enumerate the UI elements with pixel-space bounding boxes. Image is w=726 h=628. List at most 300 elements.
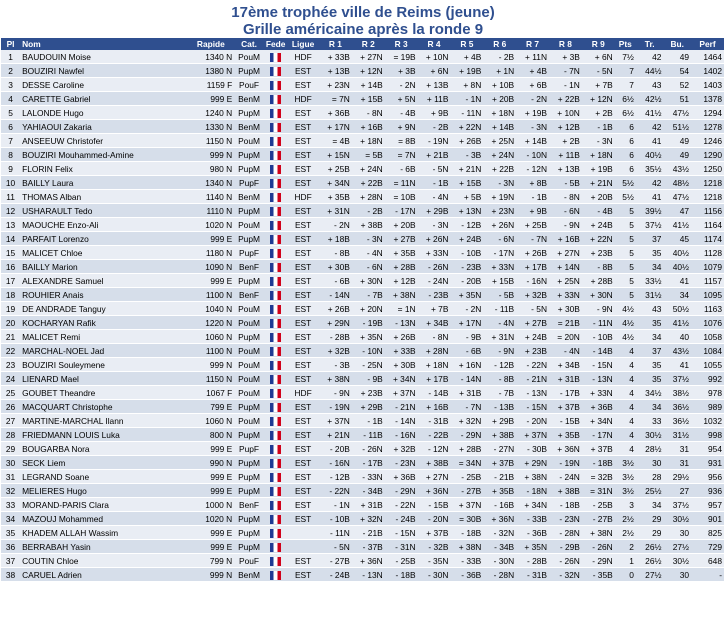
table-cell: + 30B	[319, 260, 352, 274]
table-cell: EST	[287, 372, 319, 386]
table-cell: - 6N	[352, 260, 385, 274]
table-cell: EST	[287, 316, 319, 330]
table-cell: 1246	[691, 134, 724, 148]
table-cell: + 6N	[418, 64, 451, 78]
table-cell: PouF	[234, 554, 264, 568]
table-cell: EST	[287, 470, 319, 484]
table-cell: - 3B	[450, 148, 483, 162]
table-cell: + 22B	[549, 92, 582, 106]
table-cell: 2	[615, 540, 636, 554]
table-cell: 49	[663, 134, 691, 148]
france-flag-icon	[270, 137, 281, 146]
table-cell: - 31B	[516, 568, 549, 582]
table-cell: + 5B	[450, 190, 483, 204]
table-cell: EST	[287, 64, 319, 78]
table-cell: EST	[287, 204, 319, 218]
table-cell: 1100 N	[188, 344, 235, 358]
table-cell: ANSEEUW Christofer	[20, 134, 187, 148]
table-cell: + 33N	[582, 386, 615, 400]
table-cell: - 5N	[319, 540, 352, 554]
table-cell: + 16B	[352, 120, 385, 134]
table-cell: 28	[636, 470, 664, 484]
table-cell: 1020 N	[188, 218, 235, 232]
table-cell: - 26N	[352, 442, 385, 456]
table-cell: + 24N	[483, 148, 516, 162]
table-cell: 41½	[663, 218, 691, 232]
table-cell: 34	[636, 498, 664, 512]
table-cell: - 17N	[483, 246, 516, 260]
france-flag-icon	[270, 389, 281, 398]
table-cell: - 36B	[516, 526, 549, 540]
table-cell: 34½	[636, 386, 664, 400]
column-header-r-3: R 3	[385, 38, 418, 50]
table-cell: + 35B	[483, 484, 516, 498]
fede-cell	[264, 134, 287, 148]
table-cell: - 6N	[549, 204, 582, 218]
table-cell: 26	[1, 400, 20, 414]
table-cell: CARETTE Gabriel	[20, 92, 187, 106]
table-cell: 1218	[691, 176, 724, 190]
table-cell: PupM	[234, 330, 264, 344]
france-flag-icon	[270, 375, 281, 384]
table-cell: - 24B	[319, 568, 352, 582]
table-cell: - 4N	[352, 246, 385, 260]
table-cell: 799 E	[188, 400, 235, 414]
france-flag-icon	[270, 571, 281, 580]
table-cell: - 33B	[516, 512, 549, 526]
table-cell: - 1N	[319, 498, 352, 512]
table-cell: 1040 N	[188, 302, 235, 316]
table-cell: 5	[615, 288, 636, 302]
france-flag-icon	[270, 431, 281, 440]
column-header-pl: Pl	[1, 38, 20, 50]
table-cell: + 10N	[549, 106, 582, 120]
table-cell: + 15B	[352, 92, 385, 106]
table-cell: + 23N	[319, 78, 352, 92]
table-cell: + 11N	[516, 50, 549, 64]
table-cell: - 21N	[385, 400, 418, 414]
table-cell: + 37B	[483, 456, 516, 470]
table-cell: MALICET Chloe	[20, 246, 187, 260]
table-cell: - 6B	[450, 344, 483, 358]
table-cell: - 24B	[385, 512, 418, 526]
france-flag-icon	[270, 207, 281, 216]
table-cell: + 32N	[450, 414, 483, 428]
table-cell: 27½	[636, 568, 664, 582]
table-cell: 37½	[663, 372, 691, 386]
table-cell: - 27N	[483, 442, 516, 456]
table-cell: 1290	[691, 148, 724, 162]
france-flag-icon	[270, 179, 281, 188]
fede-cell	[264, 372, 287, 386]
table-cell: + 37B	[582, 442, 615, 456]
table-cell: PupM	[234, 512, 264, 526]
fede-cell	[264, 50, 287, 64]
table-cell: - 21N	[516, 372, 549, 386]
table-cell: + 6B	[516, 78, 549, 92]
table-cell: 5	[615, 260, 636, 274]
table-cell: 25½	[636, 484, 664, 498]
table-cell: - 9N	[582, 302, 615, 316]
table-cell: 42	[636, 176, 664, 190]
fede-cell	[264, 568, 287, 582]
table-cell: PupM	[234, 484, 264, 498]
fede-cell	[264, 400, 287, 414]
table-cell: 3½	[615, 484, 636, 498]
table-cell: 29	[636, 512, 664, 526]
table-cell: 729	[691, 540, 724, 554]
table-cell: + 13B	[549, 162, 582, 176]
table-cell: 5	[615, 232, 636, 246]
table-cell: 5	[615, 274, 636, 288]
france-flag-icon	[270, 95, 281, 104]
table-cell: + 37N	[516, 428, 549, 442]
table-cell: = 19B	[385, 50, 418, 64]
table-cell: - 14B	[418, 386, 451, 400]
table-cell: 1174	[691, 232, 724, 246]
france-flag-icon	[270, 403, 281, 412]
table-cell: + 22B	[483, 162, 516, 176]
table-cell: 1330 N	[188, 120, 235, 134]
table-cell: 4½	[615, 330, 636, 344]
table-cell: - 2N	[516, 92, 549, 106]
table-cell: + 16N	[450, 358, 483, 372]
table-cell: - 8N	[418, 330, 451, 344]
table-cell: PupM	[234, 456, 264, 470]
table-cell: - 2N	[450, 302, 483, 316]
table-cell: 4	[615, 386, 636, 400]
table-cell: PouM	[234, 218, 264, 232]
table-row	[1, 428, 724, 442]
table-cell: + 6N	[582, 50, 615, 64]
table-cell: - 7B	[483, 386, 516, 400]
table-cell: 5	[1, 106, 20, 120]
table-cell: - 22N	[385, 498, 418, 512]
table-cell: 30½	[663, 512, 691, 526]
page-title: 17ème trophée ville de Reims (jeune)	[231, 4, 495, 21]
table-cell: - 4B	[582, 204, 615, 218]
table-cell: PupF	[234, 176, 264, 190]
column-header-pts: Pts	[615, 38, 636, 50]
table-cell: + 35N	[516, 540, 549, 554]
table-cell: + 36B	[385, 470, 418, 484]
table-cell: + 33B	[385, 344, 418, 358]
table-cell: + 26B	[516, 246, 549, 260]
table-cell: EST	[287, 246, 319, 260]
france-flag-icon	[270, 249, 281, 258]
table-cell: PupM	[234, 162, 264, 176]
table-cell: PupM	[234, 526, 264, 540]
table-cell: 37	[1, 554, 20, 568]
table-cell: - 2N	[319, 218, 352, 232]
table-cell: 5	[615, 204, 636, 218]
table-cell: + 23B	[582, 246, 615, 260]
table-cell: KHADEM ALLAH Wassim	[20, 526, 187, 540]
table-cell: + 17B	[418, 372, 451, 386]
table-cell: GOUBET Theandre	[20, 386, 187, 400]
table-cell: BOUZIRI Nawfel	[20, 64, 187, 78]
table-cell: + 14B	[352, 78, 385, 92]
table-cell: 34	[663, 288, 691, 302]
column-header-r-5: R 5	[450, 38, 483, 50]
table-cell: = 4B	[319, 134, 352, 148]
table-cell: - 12N	[516, 162, 549, 176]
table-cell: 1	[615, 554, 636, 568]
table-cell: - 18N	[516, 484, 549, 498]
table-cell: + 12N	[582, 92, 615, 106]
column-header-r-1: R 1	[319, 38, 352, 50]
table-cell: + 19B	[450, 64, 483, 78]
table-cell: EST	[287, 148, 319, 162]
table-cell: + 27N	[352, 50, 385, 64]
table-cell: BenM	[234, 190, 264, 204]
table-row	[1, 232, 724, 246]
table-cell: EST	[287, 428, 319, 442]
table-cell: + 33N	[483, 260, 516, 274]
table-cell: 49	[663, 50, 691, 64]
table-cell: - 25B	[385, 554, 418, 568]
table-cell: + 12N	[352, 64, 385, 78]
table-cell: + 37B	[549, 400, 582, 414]
table-cell: - 29N	[582, 554, 615, 568]
table-cell: 33	[1, 498, 20, 512]
table-cell: - 8N	[352, 106, 385, 120]
table-cell: - 14N	[450, 372, 483, 386]
table-cell: - 23B	[418, 288, 451, 302]
table-cell: 1100 N	[188, 288, 235, 302]
table-cell: SECK Liem	[20, 456, 187, 470]
table-cell: MARCHAL-NOEL Jad	[20, 344, 187, 358]
table-cell: 4	[615, 442, 636, 456]
table-cell: - 25B	[450, 470, 483, 484]
table-cell: 1380 N	[188, 64, 235, 78]
column-header-tr: Tr.	[636, 38, 664, 50]
france-flag-icon	[270, 347, 281, 356]
table-cell: + 8B	[516, 176, 549, 190]
table-cell: HDF	[287, 190, 319, 204]
table-cell: + 24B	[582, 218, 615, 232]
table-cell: MAZOUJ Mohammed	[20, 512, 187, 526]
table-cell: 28	[1, 428, 20, 442]
table-cell: + 30N	[582, 288, 615, 302]
table-cell: - 34B	[483, 540, 516, 554]
fede-cell	[264, 526, 287, 540]
table-cell: BenF	[234, 498, 264, 512]
table-cell: + 34N	[385, 372, 418, 386]
table-cell: 1180 N	[188, 246, 235, 260]
table-row	[1, 344, 724, 358]
table-cell: 1055	[691, 358, 724, 372]
column-header-cat: Cat.	[234, 38, 264, 50]
table-cell: 1464	[691, 50, 724, 64]
table-cell: + 15B	[450, 176, 483, 190]
table-cell: 6½	[615, 92, 636, 106]
table-cell: EST	[287, 302, 319, 316]
table-cell: 5	[615, 246, 636, 260]
table-cell: 1079	[691, 260, 724, 274]
table-cell: PouM	[234, 134, 264, 148]
table-cell: 4½	[615, 316, 636, 330]
france-flag-icon	[270, 165, 281, 174]
table-cell: - 26N	[582, 540, 615, 554]
table-row	[1, 330, 724, 344]
table-cell: + 35B	[385, 246, 418, 260]
table-row	[1, 106, 724, 120]
table-cell: - 15N	[582, 358, 615, 372]
table-cell: + 35B	[319, 190, 352, 204]
table-cell: USHARAULT Tedo	[20, 204, 187, 218]
fede-cell	[264, 148, 287, 162]
table-cell: - 9N	[319, 386, 352, 400]
france-flag-icon	[270, 529, 281, 538]
table-cell: 22	[1, 344, 20, 358]
table-cell: - 32B	[418, 540, 451, 554]
table-cell: 43	[636, 78, 664, 92]
table-cell: 1340 N	[188, 50, 235, 64]
table-cell: 799 N	[188, 554, 235, 568]
table-cell: - 5N	[582, 64, 615, 78]
table-cell: - 22N	[516, 358, 549, 372]
table-cell: 1157	[691, 274, 724, 288]
table-cell: -	[691, 568, 724, 582]
table-cell: - 12B	[319, 470, 352, 484]
table-cell: - 14N	[385, 414, 418, 428]
column-header-fede: Fede	[265, 39, 286, 49]
table-cell: - 3B	[319, 358, 352, 372]
table-row	[1, 176, 724, 190]
table-cell: 31½	[636, 288, 664, 302]
table-cell: = 8B	[385, 134, 418, 148]
table-cell: + 21N	[450, 162, 483, 176]
table-cell: EST	[287, 330, 319, 344]
table-cell: - 7N	[549, 64, 582, 78]
table-cell: + 7B	[418, 302, 451, 316]
table-cell: - 19B	[352, 316, 385, 330]
table-cell: + 36N	[418, 484, 451, 498]
table-cell: 38	[1, 568, 20, 582]
table-cell: 41	[636, 134, 664, 148]
table-row	[1, 484, 724, 498]
table-cell: + 20B	[385, 218, 418, 232]
table-cell: - 18B	[582, 456, 615, 470]
table-cell: + 27B	[385, 232, 418, 246]
page-subtitle: Grille américaine après la ronde 9	[242, 21, 484, 38]
table-cell: 37½	[636, 218, 664, 232]
table-cell: - 27B	[582, 512, 615, 526]
fede-cell	[264, 274, 287, 288]
table-cell: EST	[287, 120, 319, 134]
table-cell: + 13B	[418, 78, 451, 92]
table-cell: - 32N	[483, 526, 516, 540]
table-cell: 1095	[691, 288, 724, 302]
table-cell: + 22N	[582, 232, 615, 246]
table-cell: PouM	[234, 414, 264, 428]
table-cell: 1340 N	[188, 176, 235, 190]
table-cell: - 11N	[319, 526, 352, 540]
fede-cell	[264, 344, 287, 358]
table-row	[1, 274, 724, 288]
column-header-r-2: R 2	[352, 38, 385, 50]
table-cell: - 15N	[516, 400, 549, 414]
table-cell: 1067 F	[188, 386, 235, 400]
table-cell: 1110 N	[188, 204, 235, 218]
fede-cell	[264, 288, 287, 302]
table-cell: 35	[636, 316, 664, 330]
table-cell: - 19N	[418, 134, 451, 148]
column-header-rapide: Rapide	[188, 38, 235, 50]
table-cell: 31½	[663, 428, 691, 442]
table-cell: HDF	[287, 386, 319, 400]
table-cell: - 10B	[450, 246, 483, 260]
table-cell: + 17B	[516, 260, 549, 274]
table-cell: - 12B	[483, 358, 516, 372]
table-cell: 1084	[691, 344, 724, 358]
table-row	[1, 64, 724, 78]
table-cell: + 37N	[450, 498, 483, 512]
table-cell: 936	[691, 484, 724, 498]
table-row	[1, 554, 724, 568]
table-cell: + 36B	[582, 400, 615, 414]
table-cell: - 8B	[483, 372, 516, 386]
table-cell: - 1N	[450, 92, 483, 106]
fede-cell	[264, 414, 287, 428]
table-cell: 34	[636, 400, 664, 414]
table-cell: + 26B	[450, 134, 483, 148]
france-flag-icon	[270, 487, 281, 496]
table-cell: - 6N	[483, 232, 516, 246]
table-cell: - 22N	[319, 484, 352, 498]
table-cell: EST	[287, 274, 319, 288]
table-cell: - 3N	[352, 232, 385, 246]
table-cell: + 32B	[319, 344, 352, 358]
table-cell: + 29N	[516, 456, 549, 470]
fede-cell	[264, 190, 287, 204]
table-cell: + 25B	[319, 162, 352, 176]
table-cell: 38½	[663, 386, 691, 400]
table-row	[1, 442, 724, 456]
table-cell: - 5N	[516, 302, 549, 316]
table-cell: + 3B	[385, 64, 418, 78]
table-cell: + 38N	[385, 288, 418, 302]
table-cell: 42	[636, 50, 664, 64]
table-cell: 1220 N	[188, 316, 235, 330]
table-cell: + 33N	[418, 246, 451, 260]
table-cell: - 33B	[450, 554, 483, 568]
table-cell: 999 E	[188, 442, 235, 456]
table-cell: = 32B	[582, 470, 615, 484]
table-cell: + 19N	[483, 190, 516, 204]
fede-cell	[264, 428, 287, 442]
table-cell: 4	[615, 372, 636, 386]
table-cell: 52	[663, 78, 691, 92]
table-cell: PouM	[234, 50, 264, 64]
table-cell: PouF	[234, 78, 264, 92]
table-cell: + 29B	[418, 204, 451, 218]
table-cell: - 23N	[385, 456, 418, 470]
table-cell: PouM	[234, 344, 264, 358]
table-row	[1, 134, 724, 148]
column-header-r-7: R 7	[516, 38, 549, 50]
table-row	[1, 526, 724, 540]
france-flag-icon	[270, 263, 281, 272]
fede-cell	[264, 302, 287, 316]
table-cell: PupF	[234, 246, 264, 260]
table-cell: - 21B	[352, 526, 385, 540]
table-cell: = 34N	[450, 456, 483, 470]
table-row	[1, 358, 724, 372]
table-cell: MAOUCHE Enzo-Ali	[20, 218, 187, 232]
table-cell: + 34B	[418, 316, 451, 330]
